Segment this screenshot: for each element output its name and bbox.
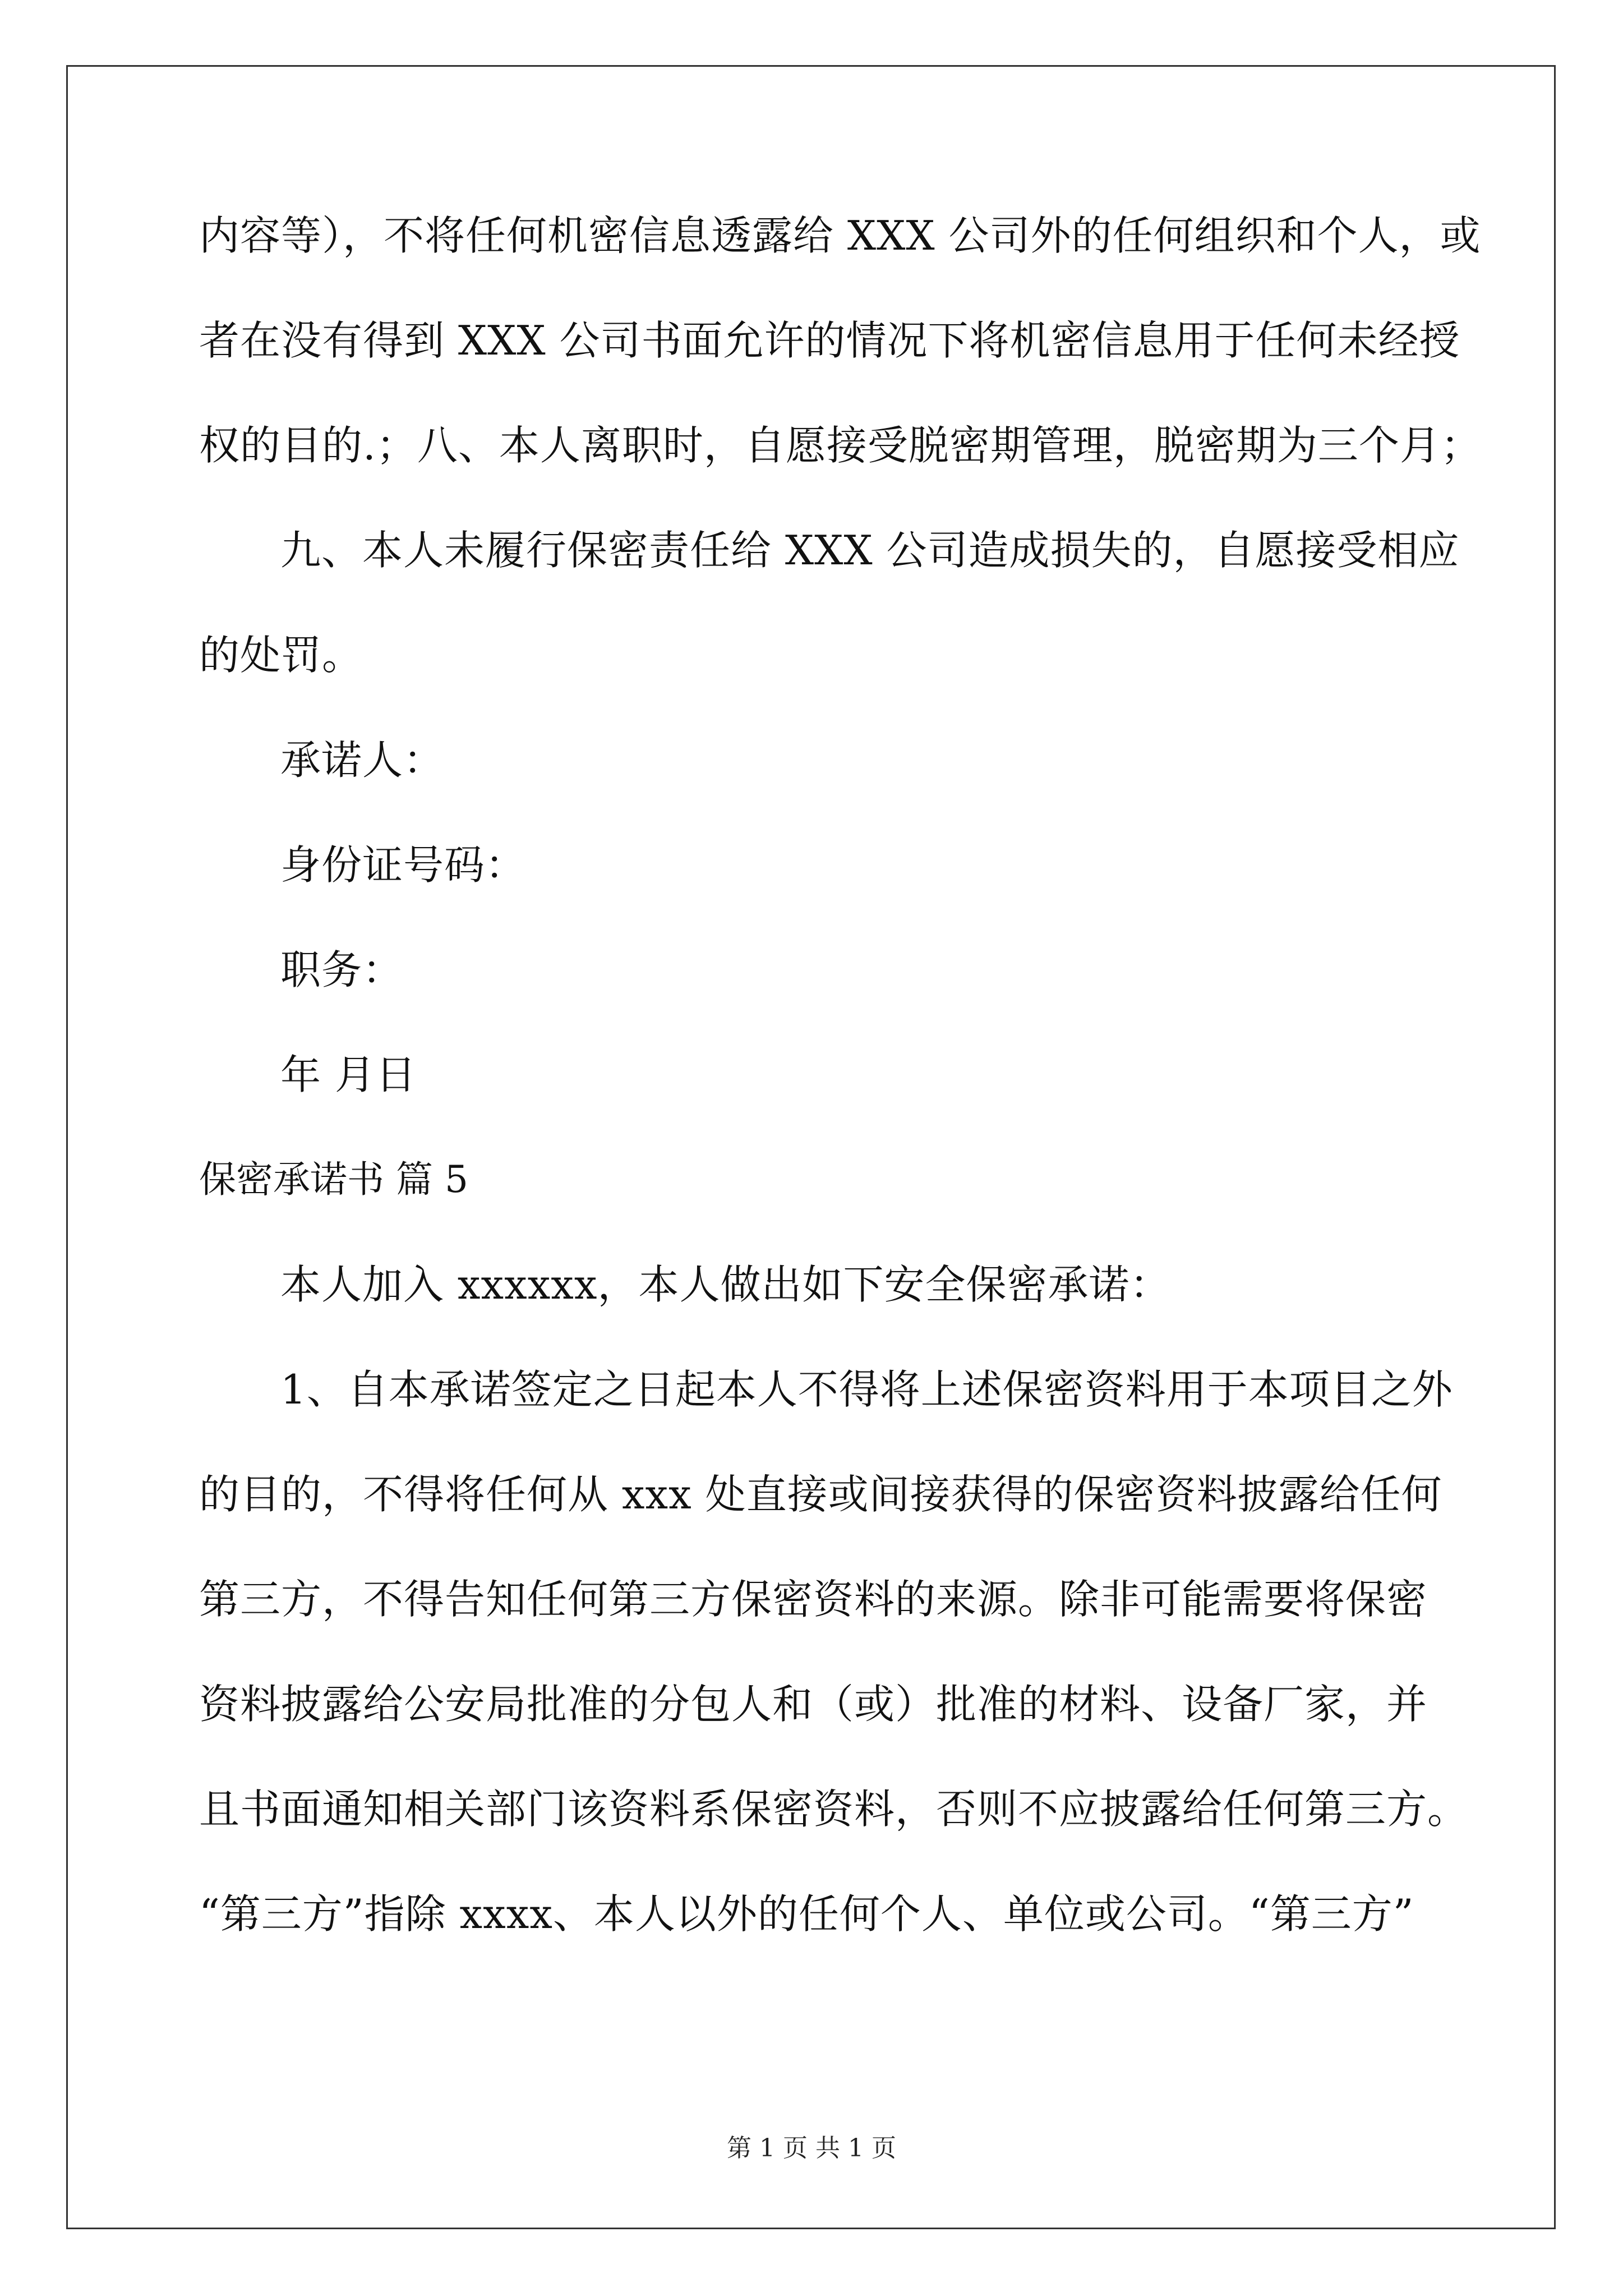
- paragraph-line: 者在没有得到 XXX 公司书面允许的情况下将机密信息用于任何未经授: [199, 317, 1460, 364]
- paragraph-line: 的目的，不得将任何从 xxx 处直接或间接获得的保密资料披露给任何: [199, 1471, 1442, 1518]
- paragraph-line: 九、本人未履行保密责任给 XXX 公司造成损失的，自愿接受相应: [280, 527, 1460, 574]
- id-number-label: 身份证号码：: [280, 841, 527, 889]
- signatory-label: 承诺人：: [280, 737, 445, 784]
- page-footer: 第 1 页 共 1 页: [727, 2134, 896, 2162]
- section-title: 保密承诺书 篇 5: [199, 1158, 468, 1201]
- paragraph-line: 内容等），不将任何机密信息透露给 XXX 公司外的任何组织和个人，或: [199, 212, 1481, 259]
- document-body: [199, 208, 1482, 1991]
- date-label: 年 月日: [280, 1051, 417, 1098]
- paragraph-line: 本人加入 xxxxxx，本人做出如下安全保密承诺：: [280, 1261, 1171, 1308]
- paragraph-line: 且书面通知相关部门该资料系保密资料，否则不应披露给任何第三方。: [199, 1786, 1469, 1833]
- paragraph-line: 第三方，不得告知任何第三方保密资料的来源。除非可能需要将保密: [199, 1576, 1428, 1623]
- paragraph-line: “第三方”指除 xxxx、本人以外的任何个人、单位或公司。“第三方”: [199, 1890, 1414, 1938]
- paragraph-line: 权的目的.；八、本人离职时，自愿接受脱密期管理，脱密期为三个月；: [199, 422, 1482, 469]
- position-label: 职务：: [280, 946, 404, 993]
- paragraph-line: 1、自本承诺签定之日起本人不得将上述保密资料用于本项目之外: [280, 1366, 1453, 1413]
- paragraph-line: 资料披露给公安局批准的分包人和（或）批准的材料、设备厂家，并: [199, 1681, 1428, 1728]
- paragraph-line: 的处罚。: [199, 632, 363, 679]
